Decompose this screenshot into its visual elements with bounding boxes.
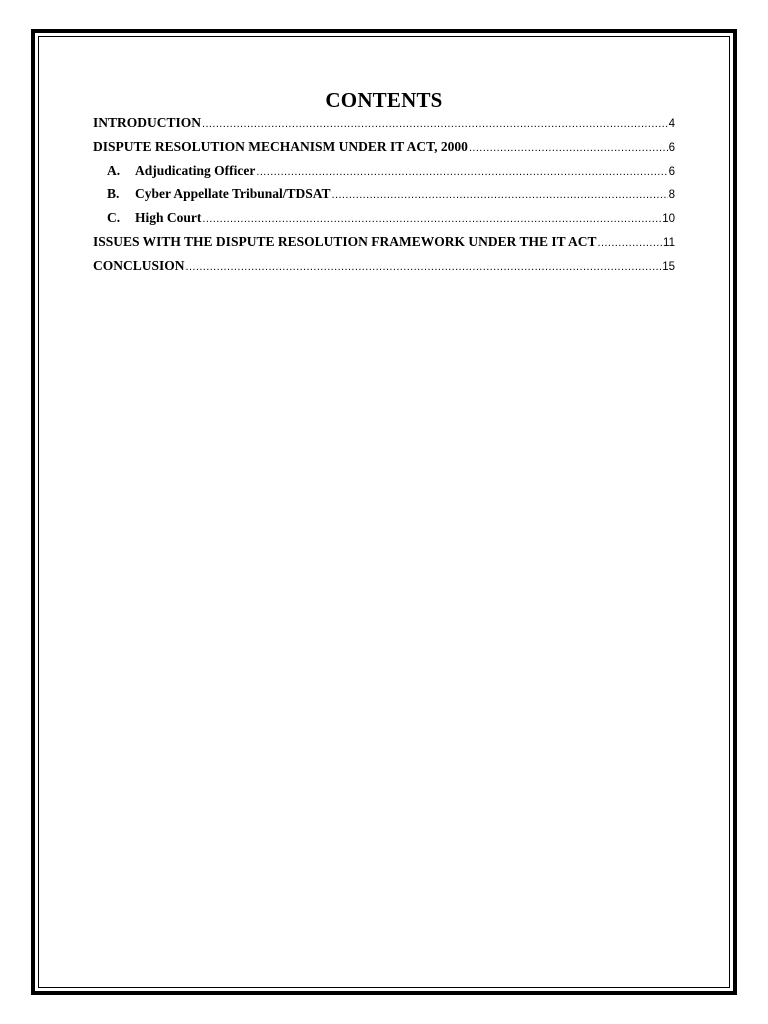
toc-page-number: 6 [668, 141, 675, 154]
page-title: CONTENTS [325, 88, 443, 112]
toc-dot-leader [202, 113, 668, 137]
toc-dot-leader [186, 256, 662, 280]
toc-page-number: 6 [668, 165, 675, 178]
toc-page-number: 15 [662, 260, 675, 273]
toc-entry-label: ISSUES WITH THE DISPUTE RESOLUTION FRAMEWORK UNDER THE IT ACT [93, 233, 597, 249]
toc-entry-adjudicating-officer[interactable] [93, 159, 675, 183]
toc-dot-leader [598, 232, 663, 256]
toc-entry-dispute-resolution-mechanism[interactable] [93, 135, 675, 159]
toc-entry-label: INTRODUCTION [93, 115, 202, 130]
toc-entry-marker: A. [107, 162, 121, 178]
toc-page-number: 8 [668, 189, 675, 202]
toc-entry-cyber-appellate-tribunal[interactable] [93, 182, 675, 206]
toc-entry-label: CONCLUSION [93, 257, 185, 273]
toc-entry-label: Adjudicating Officer [135, 162, 256, 178]
toc-entry-marker: C. [107, 210, 121, 226]
toc-entry-marker: B. [107, 186, 120, 202]
toc-page-number: 10 [662, 213, 675, 226]
toc-dot-leader [332, 184, 668, 208]
toc-page-number: 4 [668, 118, 675, 130]
toc-entry-label: High Court [135, 210, 202, 226]
toc-entry-introduction[interactable] [93, 111, 675, 135]
toc-entry-label: Cyber Appellate Tribunal/TDSAT [135, 186, 331, 202]
toc-entry-issues[interactable] [93, 230, 675, 254]
toc-dot-leader [256, 161, 667, 185]
toc-entry-high-court[interactable] [93, 206, 675, 230]
toc-entry-label: DISPUTE RESOLUTION MECHANISM UNDER IT ACT, 2000 [93, 138, 468, 154]
table-of-contents [93, 111, 675, 278]
toc-dot-leader [202, 208, 661, 232]
toc-page-number: 11 [663, 236, 675, 249]
toc-dot-leader [469, 137, 668, 161]
toc-entry-conclusion[interactable] [93, 254, 675, 278]
